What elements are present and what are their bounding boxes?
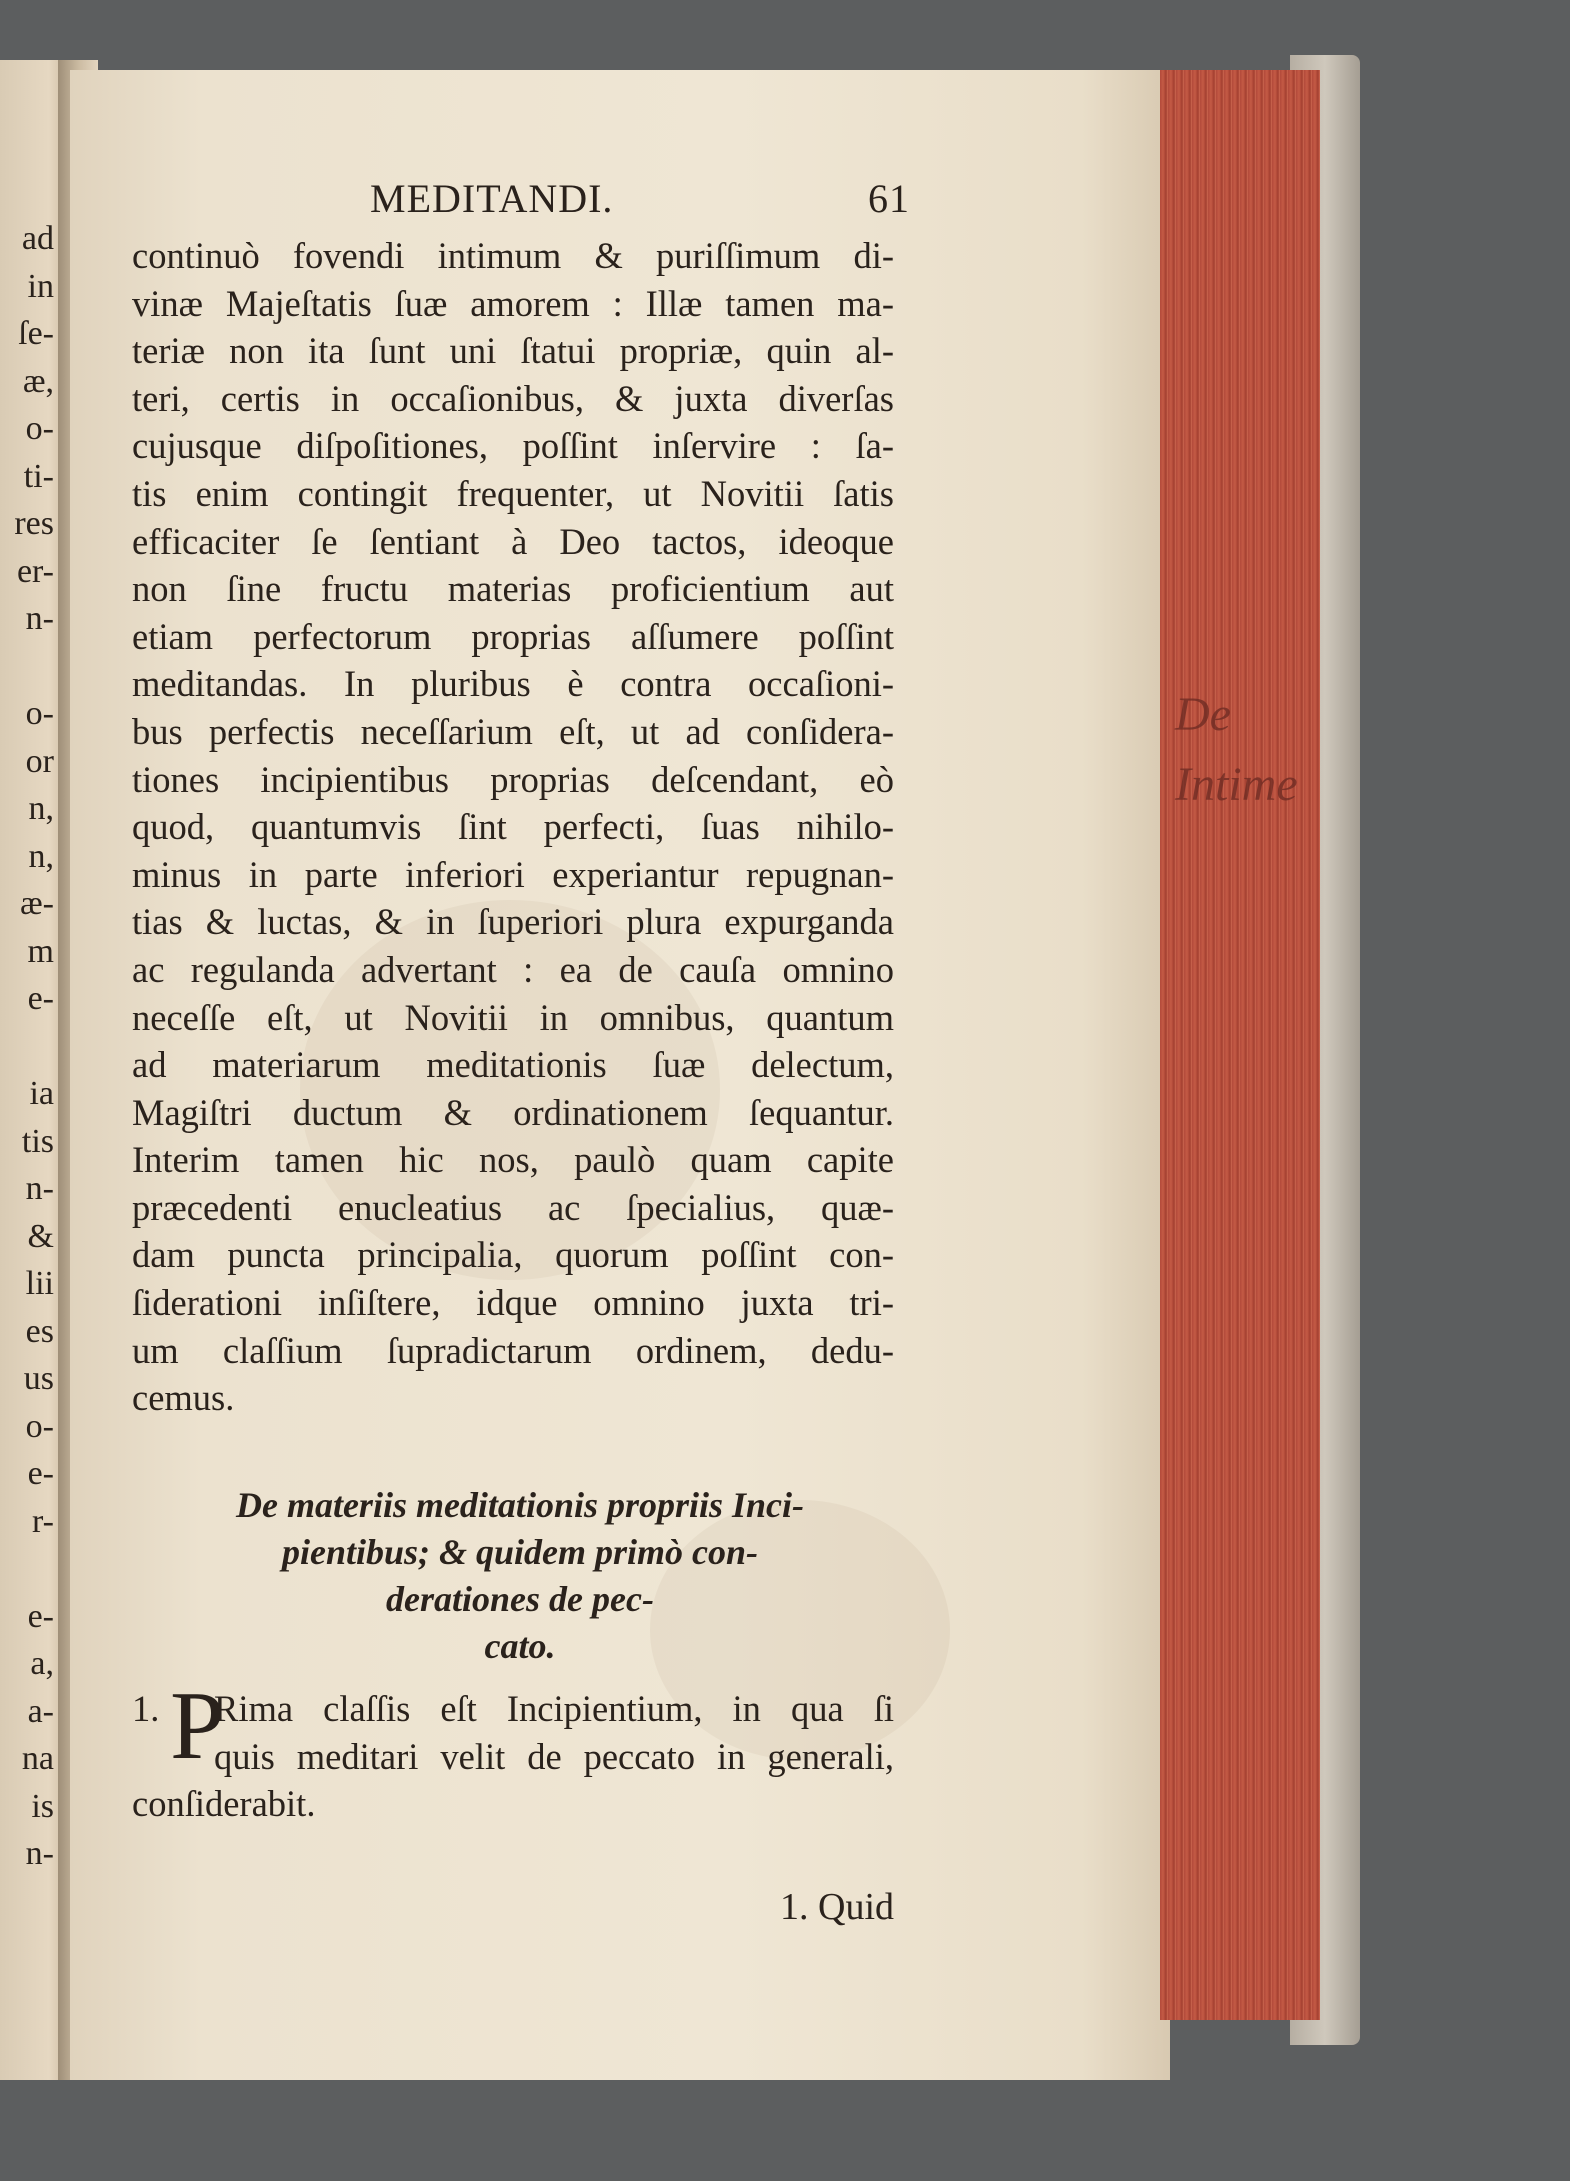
previous-page-fragment: in [27, 267, 54, 305]
previous-page-fragment: a, [30, 1645, 54, 1682]
previous-page-fragment: o- [25, 1407, 54, 1445]
body-line: quod, quantumvis ſint perfecti, ſuas nihilo- [132, 806, 894, 848]
body-line: tias & luctas, & in ſuperiori plura expurganda [132, 901, 894, 943]
body-line: efficaciter ſe ſentiant à Deo tactos, ideoque [132, 520, 894, 562]
subheading-line: pientibus; & quidem primò con- [281, 1532, 759, 1572]
previous-page-fragment: n- [25, 600, 54, 637]
body-line: non ſine fructu materias proficientium aut [132, 568, 894, 610]
body-line: Magiſtri ductum & ordinationem ſequantur. [132, 1091, 894, 1133]
subheading-line: cato. [484, 1626, 556, 1666]
body-line: vinæ Majeſtatis ſuæ amorem : Illæ tamen ma- [132, 282, 894, 324]
body-line: etiam perfectorum proprias aſſumere poſſint [132, 615, 894, 657]
paragraph-line: conſiderabit. [132, 1783, 316, 1825]
body-line: tis enim contingit frequenter, ut Novitii ſatis [132, 472, 894, 514]
previous-page-fragment: r- [32, 1502, 54, 1540]
previous-page-fragment: ia [29, 1075, 54, 1112]
previous-page-fragment: lii [25, 1265, 54, 1302]
previous-page-fragment: e- [27, 980, 54, 1017]
previous-page-fragment: or [25, 742, 54, 780]
body-line: præcedenti enucleatius ac ſpecialius, quæ- [132, 1186, 894, 1228]
previous-page-fragment: o- [25, 695, 54, 732]
body-line: continuò fovendi intimum & puriſſimum di- [132, 235, 894, 276]
numbered-paragraph [132, 1672, 894, 1828]
body-line: cujusque diſpoſitiones, poſſint inſervire : ſa- [132, 425, 894, 467]
previous-page-fragment: n, [28, 837, 54, 875]
body-line: ad materiarum meditationis ſuæ delectum, [132, 1044, 894, 1086]
body-line: ac regulanda advertant : ea de cauſa omnino [132, 948, 894, 990]
edge-annotation-line: Intime [1175, 758, 1298, 811]
edge-annotation-line: De [1175, 688, 1231, 741]
previous-page-fragment: ti- [23, 457, 54, 495]
previous-page-fragment: is [31, 1787, 54, 1825]
previous-page-fragment [0, 643, 54, 691]
paragraph-number: 1. [132, 1688, 160, 1729]
previous-page-fragment: us [23, 1360, 54, 1397]
previous-page-fragment: n- [25, 1170, 54, 1207]
previous-page-fragment: na [21, 1740, 54, 1777]
body-line: tiones incipientibus proprias deſcendant, eò [132, 758, 894, 800]
body-line: neceſſe eſt, ut Novitii in omnibus, quantum [132, 996, 894, 1038]
previous-page-fragment: m [27, 932, 54, 970]
running-head: MEDITANDI. [370, 176, 614, 221]
body-line: ſiderationi inſiſtere, idque omnino juxta tri- [132, 1282, 894, 1324]
running-header [370, 175, 910, 222]
body-line: teri, certis in occaſionibus, & juxta diverſas [132, 377, 894, 419]
previous-page-fragment: o- [25, 410, 54, 447]
previous-page-fragment: res [14, 505, 54, 542]
previous-page-fragment: er- [16, 552, 54, 590]
previous-page-fragment [0, 1023, 54, 1071]
paragraph-line: Rima claſſis eſt Incipientium, in qua ſi [214, 1688, 894, 1729]
previous-page-fragment: e- [27, 1597, 54, 1635]
previous-page-fragment: ſe- [18, 315, 54, 352]
previous-page-fragment: e- [27, 1455, 54, 1492]
previous-page-fragment: ad [21, 220, 54, 257]
drop-capital: P [170, 1672, 225, 1780]
previous-page-fragment: & [27, 1217, 54, 1255]
previous-page-fragment [0, 1545, 54, 1593]
body-line: um claſſium ſupradictarum ordinem, dedu- [132, 1329, 894, 1371]
previous-page-fragment: æ- [20, 885, 54, 922]
red-page-edge [1160, 70, 1320, 2020]
body-line: dam puncta principalia, quorum poſſint con- [132, 1234, 894, 1276]
paragraph-line: quis meditari velit de peccato in generali, [214, 1735, 894, 1777]
previous-page-fragment: æ, [22, 362, 54, 400]
body-line: minus in parte inferiori experiantur repugnan- [132, 853, 894, 895]
previous-page-fragment: n, [28, 790, 54, 827]
previous-page-fragment: tis [21, 1122, 54, 1160]
body-line: Interim tamen hic nos, paulò quam capite [132, 1139, 894, 1181]
previous-page-fragment: es [25, 1312, 54, 1350]
section-subheading [150, 1482, 890, 1670]
subheading-line: De materiis meditationis propriis Inci- [235, 1485, 805, 1525]
body-line: teriæ non ita ſunt uni ſtatui propriæ, quin al- [132, 330, 894, 372]
page-number: 61 [868, 176, 910, 221]
catchword: 1. Quid [780, 1886, 894, 1928]
body-line: cemus. [132, 1377, 235, 1419]
body-line: meditandas. In pluribus è contra occaſioni- [132, 663, 894, 705]
body-line: bus perfectis neceſſarium eſt, ut ad conſidera- [132, 710, 894, 752]
subheading-line: derationes de pec- [386, 1579, 654, 1619]
previous-page-fragment: a- [27, 1692, 54, 1730]
previous-page-text-fragments [0, 215, 60, 1878]
previous-page-fragment: n- [25, 1835, 54, 1872]
main-paragraph [132, 232, 894, 1422]
edge-annotation [1175, 680, 1298, 820]
